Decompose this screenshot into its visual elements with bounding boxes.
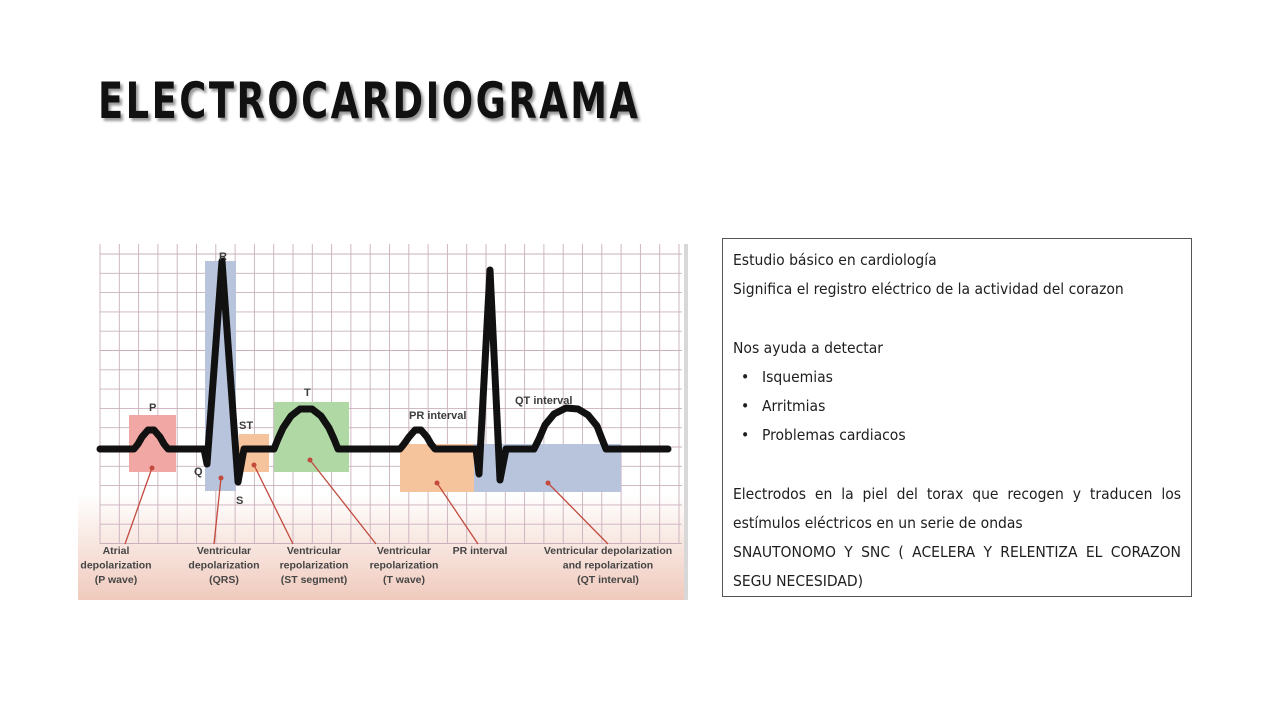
label-t: T [304,387,311,399]
label-s: S [236,495,244,507]
label-q: Q [194,466,203,478]
caption-line: (P wave) [94,574,138,586]
caption-line: (QRS) [209,574,239,586]
caption-line: Ventricular depolarization [543,545,673,557]
detect-item: • Isquemias [733,363,1181,392]
label-st: ST [239,420,254,432]
caption-line: (ST segment) [280,574,348,586]
info-line-2: Significa el registro eléctrico de la actividad del corazon [733,280,1124,298]
pointer-dot-qt [546,481,551,486]
caption-line: Atrial [102,545,130,557]
spacer [733,450,1181,480]
detect-item: • Arritmias [733,392,1181,421]
caption-line: depolarization [80,559,152,572]
caption-line: PR interval [452,545,508,557]
label-p: P [149,402,157,414]
detect-heading: Nos ayuda a detectar [733,339,883,357]
pointer-dot-st [252,463,257,468]
caption-line: Ventricular [196,545,252,557]
info-textbox [722,238,1192,597]
slide-title: ELECTROCARDIOGRAMA [98,72,641,130]
detect-list [733,363,1181,450]
figure-right-edge [684,244,688,600]
label-pr-interval: PR interval [409,410,467,422]
caption-line: repolarization [279,559,349,572]
caption-line: (T wave) [382,574,426,586]
caption-line: Ventricular [286,545,342,557]
pointer-dot-pr [435,481,440,486]
ecg-diagram [78,244,688,600]
spacer [733,304,1181,334]
detect-item: • Problemas cardiacos [733,421,1181,450]
caption-line: Ventricular [376,545,432,557]
label-r: R [219,251,227,263]
electrodes-text: Electrodos en la piel del torax que recogen y traducen los estímulos eléctricos en un serie de ondas [733,485,1181,532]
info-line-1: Estudio básico en cardiología [733,251,937,269]
caption-line: (QT interval) [577,574,639,586]
pointer-dot-qrs [219,476,224,481]
pointer-dot-t [308,458,313,463]
nervous-system-text: SNAUTONOMO Y SNC ( ACELERA Y RELENTIZA EL CORAZON SEGU NECESIDAD) [733,543,1181,590]
pointer-dot-p [150,466,155,471]
caption-line: and repolarization [562,559,654,572]
label-qt-interval: QT interval [515,395,573,407]
caption-line: repolarization [369,559,439,572]
caption-line: depolarization [188,559,260,572]
